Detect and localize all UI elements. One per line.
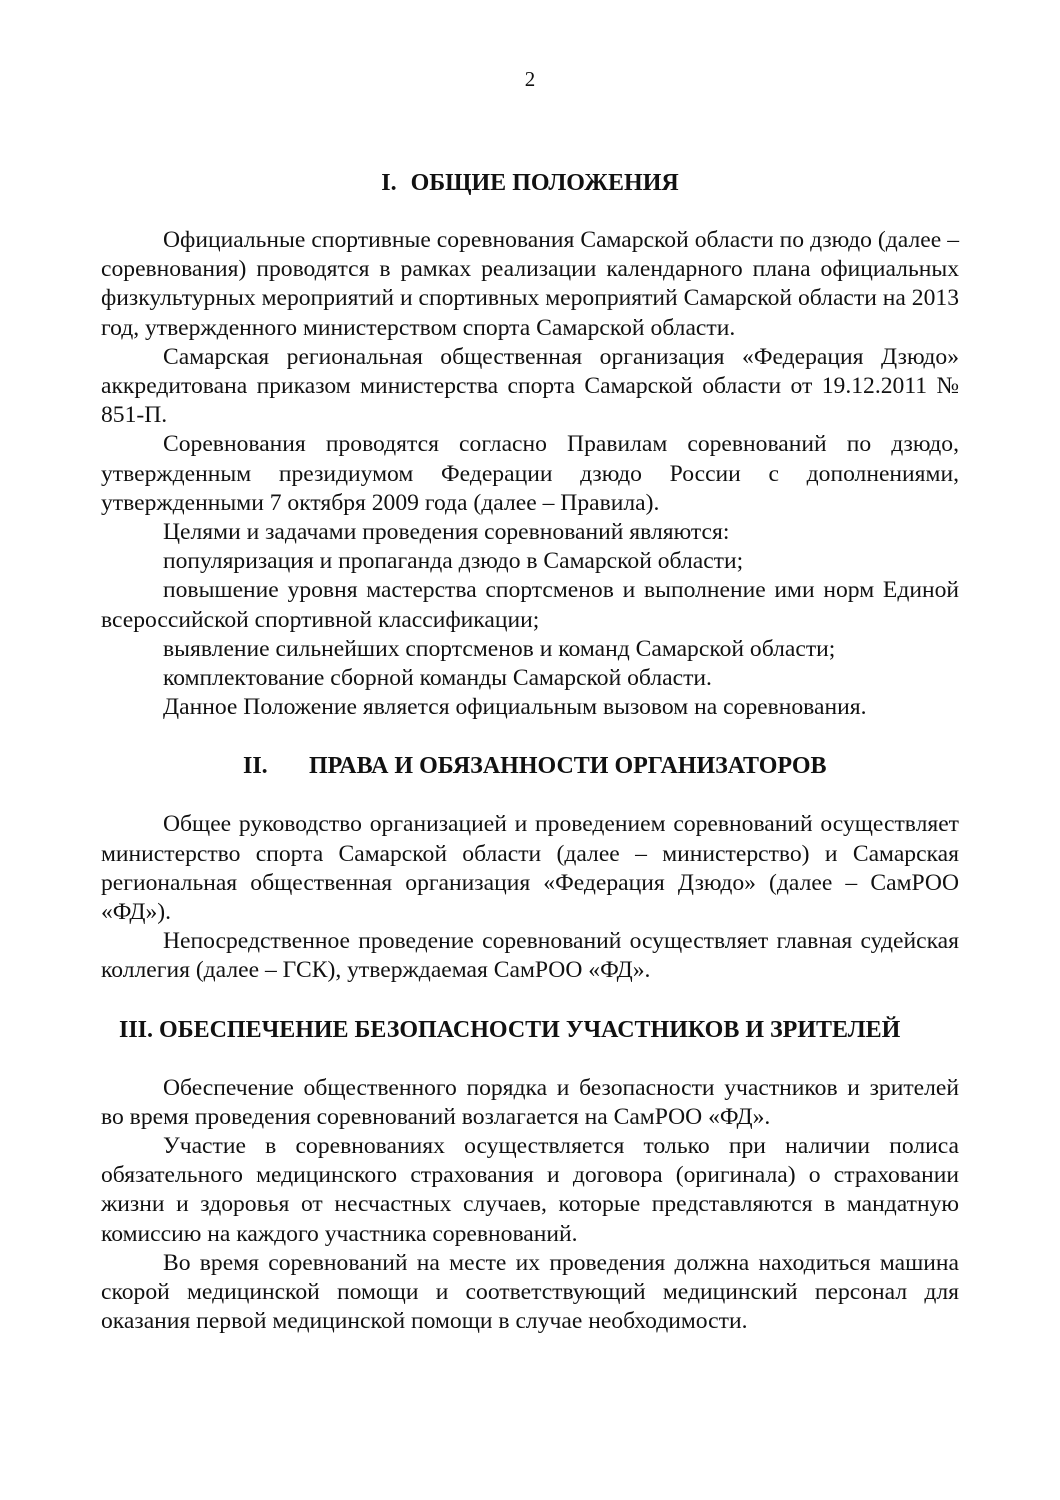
list-item: комплектование сборной команды Самарской области. [163, 665, 712, 692]
paragraph: Участие в соревнованиях осуществляется только при наличии полиса обязательного медицинского страхования и договора (оригинала) о страховании жизни и здоровья от несчастных случаев, которые представляются в мандатную комиссию на каждого участника соревнований. [101, 1133, 959, 1247]
section-heading-general [101, 168, 959, 198]
document-body [101, 168, 959, 1337]
paragraph: Самарская региональная общественная организация «Федерация Дзюдо» аккредитована приказом министерства спорта Самарской области от 19.12.2011 № 851-П. [101, 343, 959, 429]
section-title: ОБЕСПЕЧЕНИЕ БЕЗОПАСНОСТИ УЧАСТНИКОВ И ЗРИТЕЛЕЙ [159, 1016, 901, 1043]
list-item: выявление сильнейших спортсменов и команд Самарской области; [163, 635, 836, 662]
paragraph: Общее руководство организацией и проведением соревнований осуществляет министерство спорта Самарской области (далее – министерство) и Самарская региональная общественная организация «Федерация Дзюдо» (далее – СамРОО «ФД»). [101, 811, 959, 926]
section-heading-safety [101, 1015, 959, 1045]
section-heading-organizers [101, 751, 959, 781]
paragraph: Обеспечение общественного порядка и безопасности участников и зрителей во время проведения соревнований возлагается на СамРОО «ФД». [101, 1074, 959, 1130]
paragraph: Соревнования проводятся согласно Правилам соревнований по дзюдо, утвержденным президиумом Федерации дзюдо России с дополнениями, утвержденными 7 октября 2009 года (далее – Правила). [101, 431, 959, 516]
section-number: III. [119, 1016, 154, 1043]
paragraph: Официальные спортивные соревнования Самарской области по дзюдо (далее – соревнования) проводятся в рамках реализации календарного плана официальных физкультурных мероприятий и спортивных мероприятий Самарской области на 2013 год, утвержденного министерством спорта Самарской области. [101, 227, 959, 341]
paragraph: Во время соревнований на месте их проведения должна находиться машина скорой медицинской помощи и соответствующий медицинский персонал для оказания первой медицинской помощи в случае необходимости. [101, 1249, 959, 1335]
paragraph: Непосредственное проведение соревнований осуществляет главная судейская коллегия (далее – ГСК), утверждаемая СамРОО «ФД». [101, 928, 959, 984]
section-number: II. [243, 753, 268, 780]
section-title: ОБЩИЕ ПОЛОЖЕНИЯ [410, 170, 679, 196]
list-item: популяризация и пропаганда дзюдо в Самарской области; [163, 548, 744, 575]
section-title: ПРАВА И ОБЯЗАННОСТИ ОРГАНИЗАТОРОВ [309, 753, 827, 780]
paragraph: Данное Положение является официальным вызовом на соревнования. [163, 694, 867, 721]
section-number: I. [381, 170, 397, 196]
page-number: 2 [524, 67, 536, 91]
paragraph: Целями и задачами проведения соревнований являются: [163, 519, 730, 546]
list-item: повышение уровня мастерства спортсменов и выполнение ими норм Единой всероссийской спортивной классификации; [101, 577, 959, 633]
